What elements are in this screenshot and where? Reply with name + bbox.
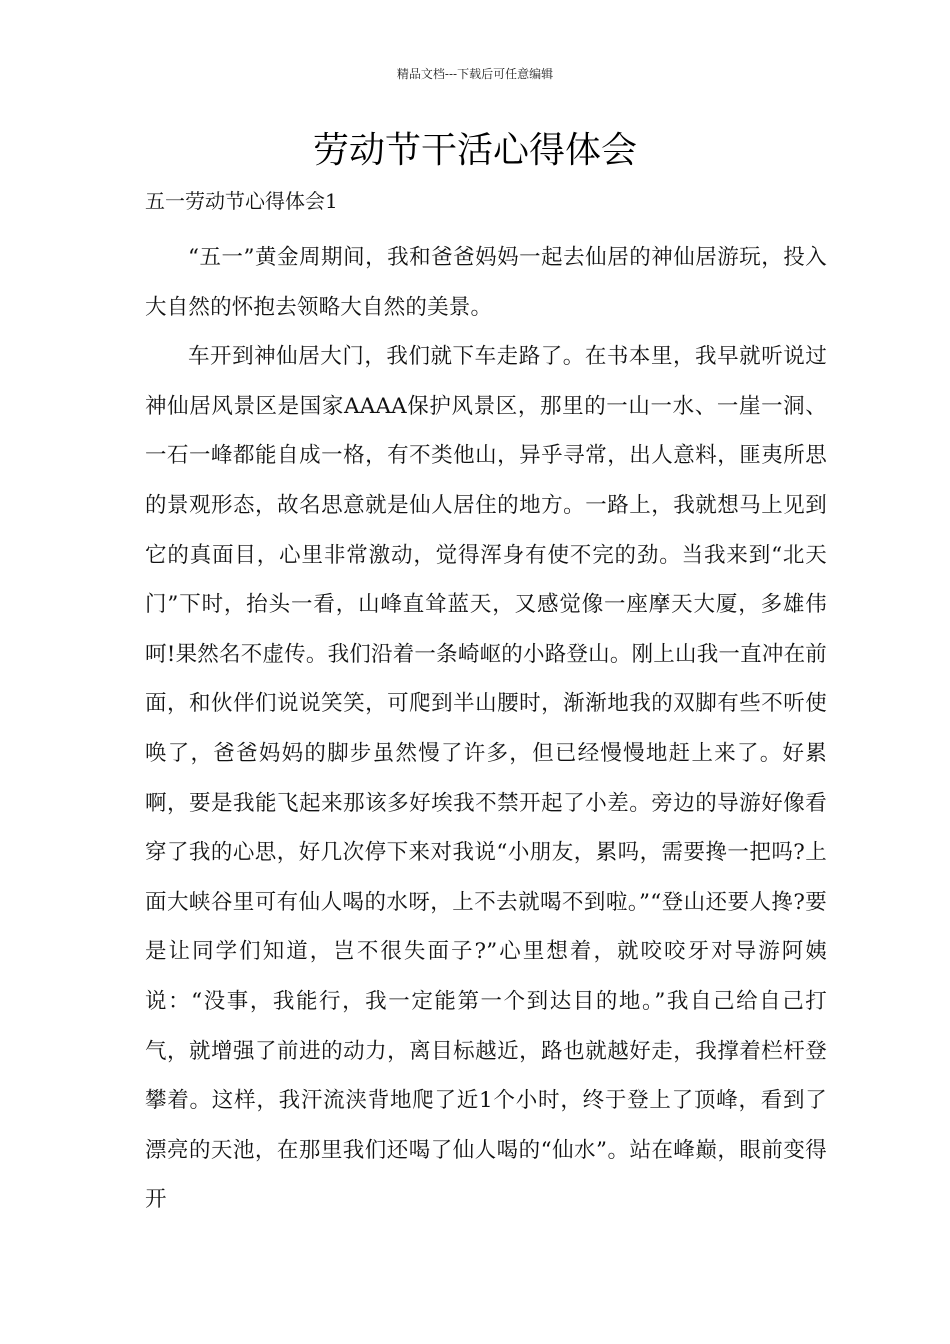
document-subtitle: 五一劳动节心得体会1 — [145, 189, 338, 213]
paragraph-2: 车开到神仙居大门，我们就下车走路了。在书本里，我早就听说过神仙居风景区是国家AAAA保护风景区，那里的一山一水、一崖一洞、一石一峰都能自成一格，有不类他山，异乎寻常，出人意料，匪夷所思的景观形态，故名思意就是仙人居住的地方。一路上，我就想马上见到它的真面目，心里非常激动，觉得浑身有使不完的劲。当我来到“北天门”下时，抬头一看，山峰直耸蓝天，又感觉像一座摩天大厦，多雄伟呵!果然名不虚传。我们沿着一条崎岖的小路登山。刚上山我一直冲在前面，和伙伴们说说笑笑，可爬到半山腰时，渐渐地我的双脚有些不听使唤了，爸爸妈妈的脚步虽然慢了许多，但已经慢慢地赶上来了。好累啊，要是我能飞起来那该多好埃我不禁开起了小差。旁边的导游好像看穿了我的心思，好几次停下来对我说“小朋友，累吗，需要搀一把吗?上面大峡谷里可有仙人喝的水呀，上不去就喝不到啦。”“登山还要人搀?要是让同学们知道，岂不很失面子?”心里想着，就咬咬牙对导游阿姨说：“没事，我能行，我一定能第一个到达目的地。”我自己给自己打气，就增强了前进的动力，离目标越近，路也就越好走，我撑着栏杆登攀着。这样，我汗流浃背地爬了近1个小时，终于登上了顶峰，看到了漂亮的天池，在那里我们还喝了仙人喝的“仙水”。站在峰巅，眼前变得开 — [145, 344, 827, 1213]
document-body — [145, 233, 827, 1225]
document-title: 劳动节干活心得体会 — [312, 130, 637, 171]
page-header: 精品文档---下载后可任意编辑 — [396, 67, 554, 81]
paragraph-1: “五一”黄金周期间，我和爸爸妈妈一起去仙居的神仙居游玩，投入大自然的怀抱去领略大自然的美景。 — [145, 245, 827, 320]
